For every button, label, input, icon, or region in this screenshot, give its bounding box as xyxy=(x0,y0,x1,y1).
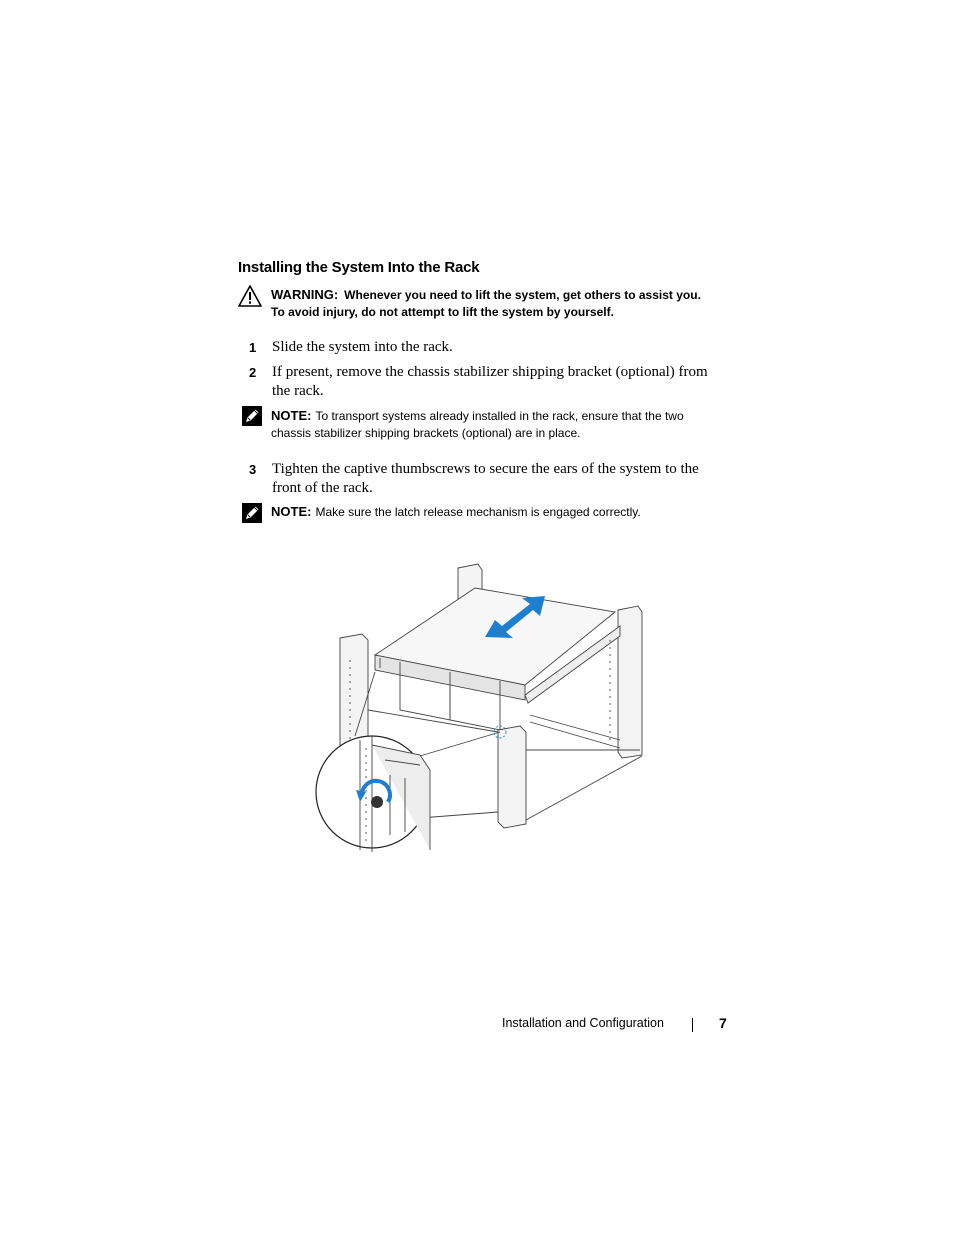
rack-installation-illustration xyxy=(300,560,660,860)
note-2-label: NOTE: xyxy=(271,504,312,519)
note-2-line-1: Make sure the latch release mechanism is engaged correctly. xyxy=(315,505,641,519)
step-2-line-2: the rack. xyxy=(272,383,324,399)
step-2-number: 2 xyxy=(249,365,257,380)
step-2-text xyxy=(272,363,732,401)
warning-block xyxy=(271,286,741,321)
warning-icon xyxy=(238,285,262,307)
note-pencil-icon xyxy=(241,502,263,524)
step-3-line-2: front of the rack. xyxy=(272,480,373,496)
step-3-line-1: Tighten the captive thumbscrews to secure the ears of the system to the xyxy=(272,461,699,477)
note-pencil-icon xyxy=(241,405,263,427)
page-number: 7 xyxy=(719,1015,727,1031)
warning-label: WARNING: xyxy=(271,287,339,302)
note-1 xyxy=(271,407,721,442)
footer-separator xyxy=(692,1018,693,1032)
step-1-number: 1 xyxy=(249,340,257,355)
warning-line-1: Whenever you need to lift the system, get others to assist you. xyxy=(344,288,701,302)
note-1-line-1: To transport systems already installed in the rack, ensure that the two xyxy=(315,409,684,423)
step-3-number: 3 xyxy=(249,462,257,477)
note-2 xyxy=(271,503,721,521)
warning-line-2: To avoid injury, do not attempt to lift the system by yourself. xyxy=(271,305,614,319)
footer-chapter: Installation and Configuration xyxy=(502,1016,664,1030)
note-1-label: NOTE: xyxy=(271,408,312,423)
note-1-line-2: chassis stabilizer shipping brackets (optional) are in place. xyxy=(271,426,581,440)
step-2-line-1: If present, remove the chassis stabilizer shipping bracket (optional) from xyxy=(272,364,708,380)
section-heading: Installing the System Into the Rack xyxy=(238,259,480,276)
step-3-text xyxy=(272,460,732,498)
step-1-text: Slide the system into the rack. xyxy=(272,339,453,355)
